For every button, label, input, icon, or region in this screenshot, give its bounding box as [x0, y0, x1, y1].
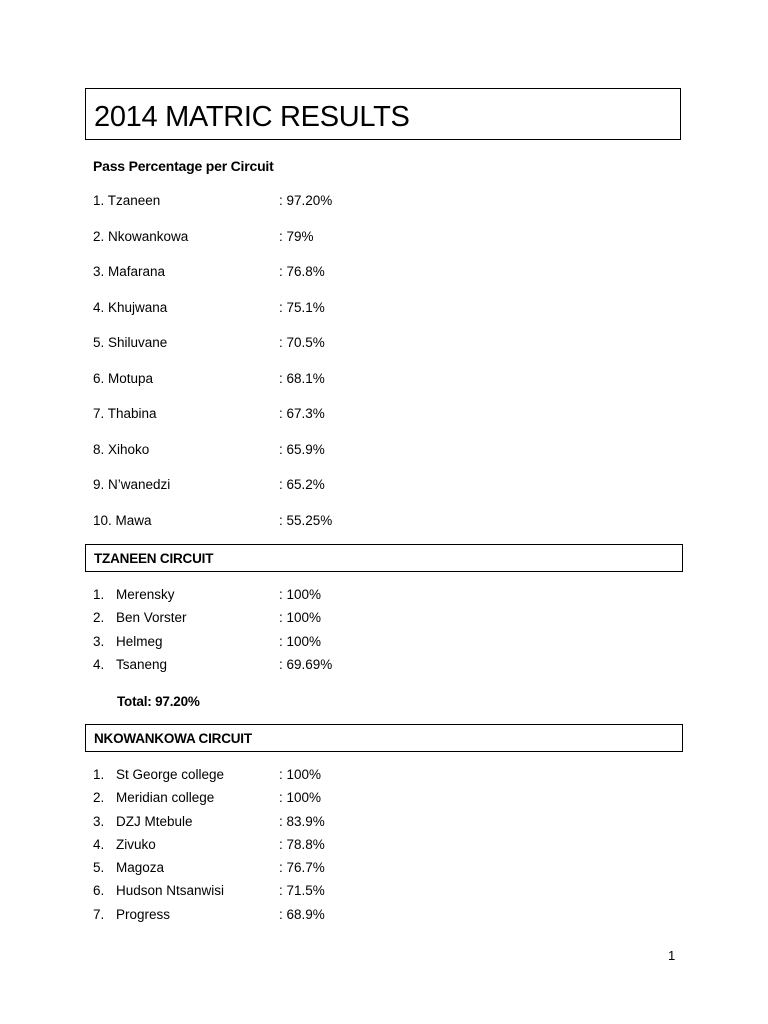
item-number: 1. [93, 767, 105, 782]
school-name: Helmeg [116, 633, 163, 649]
circuit-name: 4. Khujwana [93, 299, 168, 315]
circuit-name: 5. Shiluvane [93, 335, 168, 350]
school-value: : 83.9% [279, 813, 325, 829]
circuit-name: 9. N’wanedzi [93, 477, 171, 492]
school-name: Magoza [116, 860, 165, 876]
circuit-value: : 67.3% [279, 406, 325, 421]
list-item [93, 814, 493, 837]
school-name: Hudson Ntsanwisi [116, 883, 225, 899]
circuit-name: 2. Nkowankowa [93, 228, 189, 244]
item-number: 7. [93, 906, 105, 922]
page-number: 1 [668, 948, 676, 963]
school-name: Ben Vorster [116, 610, 187, 626]
list-item [93, 513, 493, 549]
item-number: 2. [93, 790, 105, 806]
school-value: : 68.9% [279, 906, 325, 922]
circuit-name: 10. Mawa [93, 512, 152, 528]
school-name: Meridian college [116, 790, 215, 806]
school-name: DZJ Mtebule [116, 813, 193, 829]
school-value: : 100% [279, 633, 322, 649]
list-item [93, 657, 493, 680]
item-number: 5. [93, 860, 105, 876]
list-item [93, 610, 493, 633]
list-item [93, 907, 493, 930]
item-number: 4. [93, 656, 105, 672]
circuit-name: 3. Mafarana [93, 264, 166, 279]
item-number: 3. [93, 813, 105, 829]
item-number: 1. [93, 587, 105, 602]
list-item [93, 406, 493, 442]
school-name: St George college [116, 767, 225, 782]
circuit-value: : 65.2% [279, 477, 325, 492]
list-item [93, 477, 493, 513]
list-item [93, 634, 493, 657]
circuit-value: : 76.8% [279, 264, 325, 279]
list-item [93, 790, 493, 813]
circuit-value: : 68.1% [279, 370, 325, 386]
school-name: Tsaneng [116, 656, 168, 672]
nkowankowa-section-header [85, 724, 683, 752]
list-item [93, 371, 493, 407]
school-value: : 78.8% [279, 836, 325, 852]
school-name: Progress [116, 906, 171, 922]
list-item [93, 335, 493, 371]
school-value: : 100% [279, 767, 322, 782]
circuit-name: 7. Thabina [93, 406, 157, 421]
item-number: 2. [93, 610, 105, 626]
list-item [93, 883, 493, 906]
circuit-ranking-list [93, 193, 493, 548]
list-item [93, 442, 493, 478]
list-item [93, 860, 493, 883]
school-value: : 100% [279, 610, 322, 626]
school-value: : 76.7% [279, 860, 325, 876]
circuit-value: : 55.25% [279, 512, 333, 528]
subtitle: Pass Percentage per Circuit [93, 158, 274, 174]
list-item [93, 837, 493, 860]
circuit-value: : 65.9% [279, 441, 325, 457]
list-item [93, 264, 493, 300]
circuit-value: : 79% [279, 228, 314, 244]
list-item [93, 193, 493, 229]
page-title: 2014 MATRIC RESULTS [94, 101, 410, 133]
circuit-name: 1. Tzaneen [93, 193, 161, 208]
list-item [93, 767, 493, 790]
item-number: 4. [93, 836, 105, 852]
school-value: : 71.5% [279, 883, 325, 899]
list-item [93, 587, 493, 610]
item-number: 3. [93, 633, 105, 649]
circuit-value: : 70.5% [279, 335, 325, 350]
section-heading: NKOWANKOWA CIRCUIT [94, 731, 252, 746]
title-box [85, 88, 681, 140]
nkowankowa-school-list [93, 767, 493, 930]
item-number: 6. [93, 883, 105, 899]
tzaneen-section-header [85, 544, 683, 572]
school-name: Merensky [116, 587, 175, 602]
tzaneen-school-list [93, 587, 493, 680]
circuit-value: : 97.20% [279, 193, 333, 208]
tzaneen-total: Total: 97.20% [117, 694, 200, 709]
list-item [93, 300, 493, 336]
school-name: Zivuko [116, 836, 156, 852]
list-item [93, 229, 493, 265]
school-value: : 100% [279, 587, 322, 602]
school-value: : 100% [279, 790, 322, 806]
circuit-name: 6. Motupa [93, 370, 154, 386]
circuit-value: : 75.1% [279, 299, 325, 315]
circuit-name: 8. Xihoko [93, 441, 150, 457]
school-value: : 69.69% [279, 656, 333, 672]
section-heading: TZANEEN CIRCUIT [94, 551, 214, 566]
